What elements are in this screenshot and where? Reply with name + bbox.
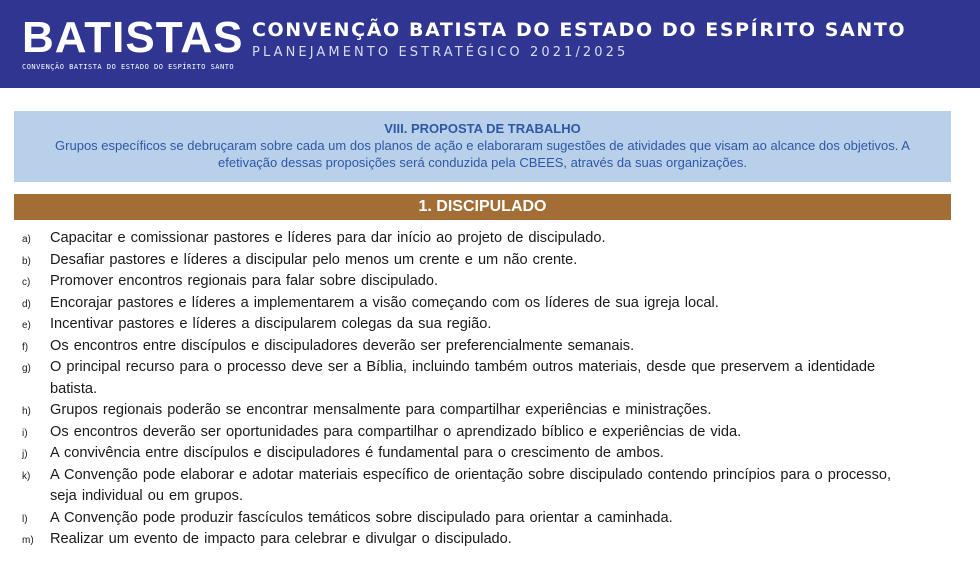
list-marker: b) [22, 255, 31, 267]
list-marker: f) [22, 341, 29, 353]
list-marker: a) [22, 234, 31, 245]
list-item [0, 336, 980, 358]
list-item-text: A convivência entre discípulos e discipuladores é fundamental para o crescimento de ambos. [50, 445, 664, 461]
list-item [0, 508, 980, 530]
list-marker: c) [22, 277, 31, 288]
list-item [0, 293, 980, 315]
list-marker: k) [22, 470, 31, 482]
list-item-text: Incentivar pastores e líderes a discipularem colegas da sua região. [50, 316, 492, 332]
list-item-text: A Convenção pode elaborar e adotar materiais específico de orientação sobre discipulado contendo princípios para o processo, seja individual ou em grupos. [50, 466, 892, 504]
intro-text: Grupos específicos se debruçaram sobre cada um dos planos de ação e elaboraram sugestões de atividades que visam ao alcance dos objetivos. A efetivação dessas proposições será conduzida pela CBEES, através da suas organizações. [55, 138, 910, 170]
header-banner [0, 0, 980, 88]
list-item-text: Realizar um evento de impacto para celebrar e divulgar o discipulado. [50, 531, 512, 547]
list-item-text: Os encontros deverão ser oportunidades para compartilhar o aprendizado bíblico e experiências de vida. [50, 423, 742, 440]
action-list [0, 228, 980, 551]
intro-box [14, 111, 951, 182]
list-marker: m) [22, 535, 34, 546]
list-marker: j) [22, 449, 28, 460]
list-item [0, 529, 980, 551]
list-item [0, 422, 980, 444]
list-item-text: Encorajar pastores e líderes a implementarem a visão começando com os líderes de sua igreja local. [50, 294, 719, 311]
list-marker: h) [22, 406, 31, 417]
list-item [0, 271, 980, 293]
list-item-text: Promover encontros regionais para falar sobre discipulado. [50, 273, 439, 289]
list-item [0, 250, 980, 272]
list-item-text: A Convenção pode produzir fascículos temáticos sobre discipulado para orientar a caminhada. [50, 509, 673, 526]
page-subtitle: PLANEJAMENTO ESTRATÉGICO 2021/2025 [252, 45, 629, 60]
list-marker: i) [22, 427, 28, 439]
list-item-text: O principal recurso para o processo deve ser a Bíblia, incluindo também outros materiais, desde que preservem a identidade batista. [50, 359, 876, 397]
list-item [0, 465, 980, 508]
batistas-logo [22, 13, 244, 72]
list-item [0, 357, 980, 400]
section-heading: 1. DISCIPULADO [14, 194, 951, 220]
list-marker: l) [22, 513, 28, 525]
list-item-text: Os encontros entre discípulos e discipuladores deverão ser preferencialmente semanais. [50, 337, 635, 354]
logo-wordmark: BATISTAS [22, 13, 244, 62]
intro-title: VIII. PROPOSTA DE TRABALHO [384, 121, 581, 136]
list-item-text: Capacitar e comissionar pastores e líderes para dar início ao projeto de discipulado. [50, 230, 606, 246]
logo-subtext: CONVENÇÃO BATISTA DO ESTADO DO ESPÍRITO SANTO [22, 63, 235, 71]
list-item [0, 443, 980, 465]
list-item [0, 228, 980, 250]
list-marker: d) [22, 298, 31, 310]
list-item [0, 314, 980, 336]
list-marker: e) [22, 320, 31, 331]
list-marker: g) [22, 363, 31, 374]
page-title: CONVENÇÃO BATISTA DO ESTADO DO ESPÍRITO SANTO [252, 19, 907, 41]
list-item-text: Desafiar pastores e líderes a discipular pelo menos um crente e um não crente. [50, 251, 578, 268]
list-item [0, 400, 980, 422]
list-item-text: Grupos regionais poderão se encontrar mensalmente para compartilhar experiências e ministrações. [50, 402, 712, 418]
